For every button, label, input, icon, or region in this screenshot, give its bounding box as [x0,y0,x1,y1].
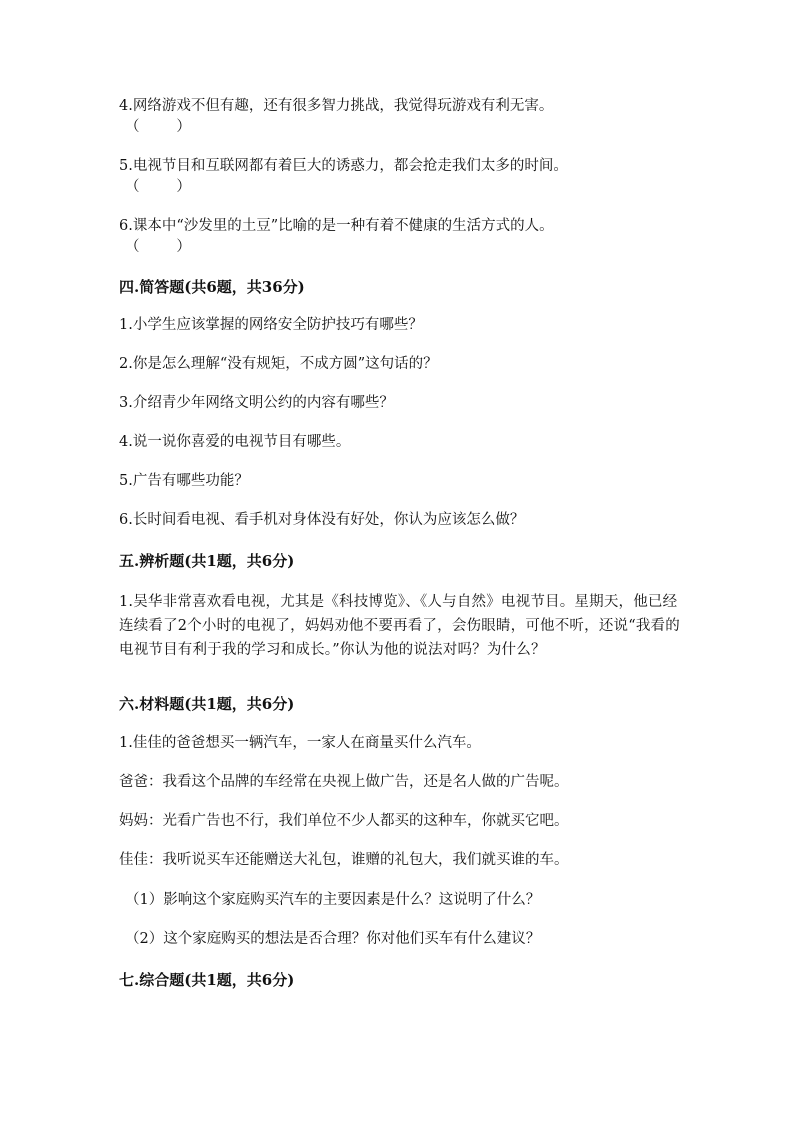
short-answer-6 [119,510,679,531]
short-answer-2 [119,354,679,375]
short-answer-4 [119,432,679,453]
section-heading [119,969,679,991]
question-text: 1.小学生应该掌握的网络安全防护技巧有哪些？ [119,317,423,333]
answer-blank: （ ） [125,119,191,135]
answer-blank: （ ） [125,179,191,195]
question-text: 1.吴华非常喜欢看电视，尤其是《科技博览》、《人与自然》电视节目。星期天，他已经连续看了2个小时的电视了，妈妈劝他不要再看了，会伤眼睛，可他不听，还说“我看的电视节目有利于我的学习和成长。”你认为他的说法对吗？为什么？ [119,594,680,658]
short-answer-1 [119,315,679,336]
short-answer-3 [119,393,679,414]
question-text: 6.长时间看电视、看手机对身体没有好处，你认为应该怎么做？ [119,512,525,528]
short-answer-5 [119,471,679,492]
section-heading [119,276,679,298]
question-text: 5.电视节目和互联网都有着巨大的诱惑力，都会抢走我们太多的时间。 [119,158,568,174]
material-intro [119,733,679,754]
section-4-title: 四.简答题(共6题，共36分) [119,278,305,296]
question-text: 4.网络游戏不但有趣，还有很多智力挑战，我觉得玩游戏有利无害。 [119,98,554,114]
judge-question-5 [119,156,679,197]
section-5-title: 五.辨析题(共1题，共6分) [119,552,295,570]
analysis-question-1 [119,590,679,662]
section-7-title: 七.综合题(共1题，共6分) [119,971,295,989]
section-heading [119,550,679,572]
question-text: 4.说一说你喜爱的电视节目有哪些。 [119,434,351,450]
question-text: 5.广告有哪些功能？ [119,473,249,489]
section-6-title: 六.材料题(共1题，共6分) [119,695,295,713]
sub-question-1: （1）影响这个家庭购买汽车的主要因素是什么？这说明了什么？ [125,892,541,908]
material-line-mom [119,811,679,832]
material-line-jiajia [119,850,679,871]
dialogue-line: 爸爸：我看这个品牌的车经常在央视上做广告，还是名人做的广告呢。 [119,774,569,790]
question-text: 3.介绍青少年网络文明公约的内容有哪些？ [119,395,394,411]
question-text: 6.课本中“沙发里的土豆”比喻的是一种有着不健康的生活方式的人。 [119,218,554,234]
question-text: 1.佳佳的爸爸想买一辆汽车，一家人在商量买什么汽车。 [119,735,481,751]
judge-question-6 [119,216,679,257]
dialogue-line: 佳佳：我听说买车还能赠送大礼包，谁赠的礼包大，我们就买谁的车。 [119,852,569,868]
dialogue-line: 妈妈：光看广告也不行，我们单位不少人都买的这种车，你就买它吧。 [119,813,569,829]
judge-question-4 [119,96,679,137]
section-heading [119,693,679,715]
question-text: 2.你是怎么理解“没有规矩，不成方圆”这句话的？ [119,356,438,372]
sub-question-2: （2）这个家庭购买的想法是否合理？你对他们买车有什么建议？ [125,931,541,947]
material-line-dad [119,772,679,793]
answer-blank: （ ） [125,239,191,255]
